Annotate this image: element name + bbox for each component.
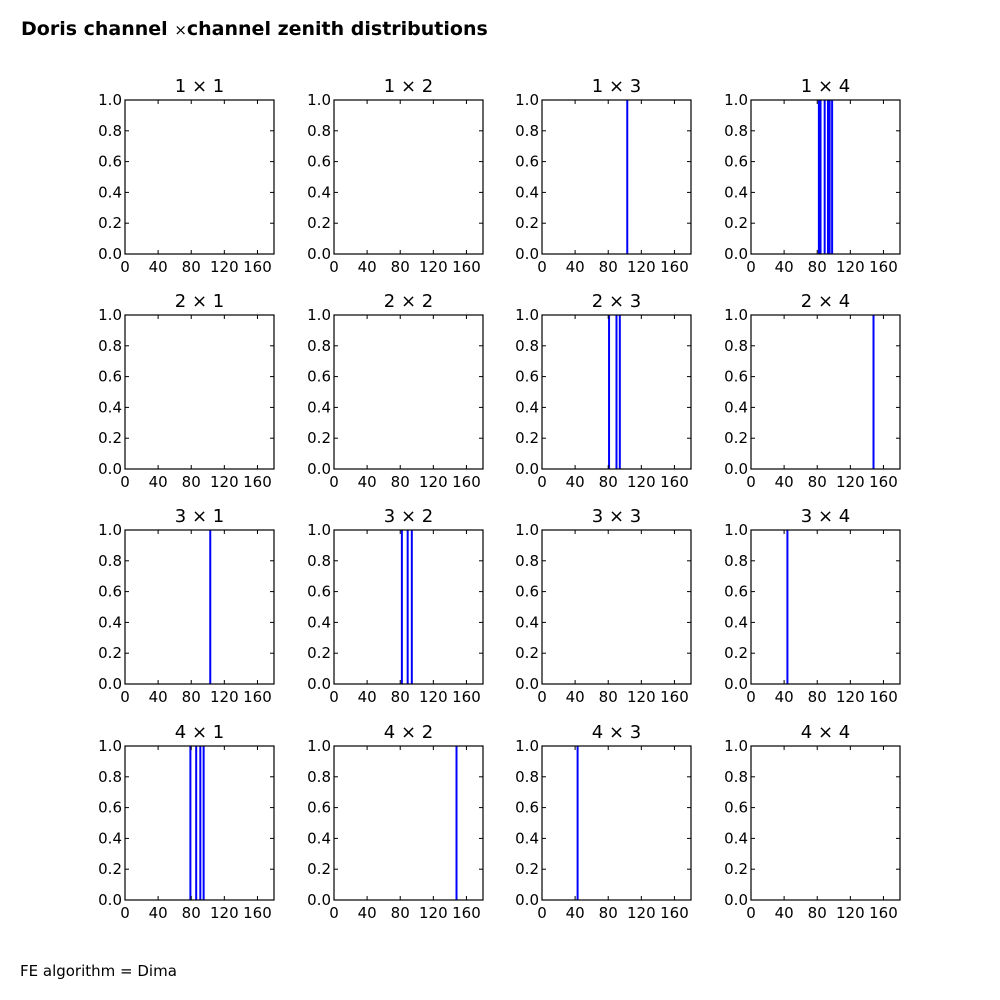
x-tick-label: 160	[869, 904, 898, 922]
y-tick-label: 0.4	[98, 398, 122, 417]
x-tick-label: 40	[357, 473, 377, 491]
panel-title: 3 × 2	[383, 506, 434, 527]
x-tick-label: 120	[419, 473, 448, 491]
y-tick-label: 1.0	[307, 737, 331, 755]
x-tick-label: 0	[120, 688, 130, 706]
panel-title: 4 × 4	[800, 722, 851, 743]
axes-frame	[125, 100, 274, 254]
y-tick-label: 0.4	[724, 829, 748, 848]
y-tick-label: 0.0	[515, 675, 539, 693]
y-tick-label: 0.6	[307, 582, 331, 601]
y-tick-label: 0.0	[307, 245, 331, 263]
y-tick-label: 0.4	[515, 613, 539, 632]
panel-title: 2 × 3	[591, 291, 642, 312]
x-tick-label: 40	[148, 904, 168, 922]
y-tick-label: 0.4	[307, 183, 331, 202]
panel-3x2	[307, 506, 483, 706]
x-tick-label: 40	[148, 473, 168, 491]
x-tick-label: 80	[807, 904, 827, 922]
x-tick-label: 0	[120, 258, 130, 276]
y-tick-label: 0.4	[98, 183, 122, 202]
y-tick-label: 0.2	[724, 644, 748, 663]
x-tick-label: 80	[181, 904, 201, 922]
y-tick-label: 0.0	[724, 460, 748, 478]
x-tick-label: 0	[537, 688, 547, 706]
y-tick-label: 0.0	[98, 675, 122, 693]
x-tick-label: 160	[660, 473, 689, 491]
axes-frame	[542, 746, 691, 900]
algorithm-footnote: FE algorithm = Dima	[20, 962, 177, 980]
x-tick-label: 160	[660, 688, 689, 706]
y-tick-label: 0.8	[307, 767, 331, 786]
y-tick-label: 0.4	[724, 183, 748, 202]
x-tick-label: 40	[565, 904, 585, 922]
x-tick-label: 80	[598, 473, 618, 491]
x-tick-label: 120	[836, 473, 865, 491]
y-tick-label: 0.6	[724, 367, 748, 386]
y-tick-label: 0.6	[724, 152, 748, 171]
y-tick-label: 1.0	[515, 521, 539, 539]
y-tick-label: 0.6	[307, 798, 331, 817]
x-tick-label: 40	[148, 258, 168, 276]
axes-frame	[542, 100, 691, 254]
y-tick-label: 1.0	[98, 91, 122, 109]
panel-4x2	[307, 722, 483, 922]
y-tick-label: 1.0	[515, 306, 539, 324]
y-tick-label: 1.0	[515, 91, 539, 109]
x-tick-label: 120	[627, 473, 656, 491]
x-tick-label: 160	[452, 904, 481, 922]
y-tick-label: 0.2	[515, 214, 539, 233]
y-tick-label: 0.6	[515, 798, 539, 817]
panel-title: 2 × 4	[800, 291, 851, 312]
x-tick-label: 80	[181, 258, 201, 276]
y-tick-label: 0.4	[307, 613, 331, 632]
x-tick-label: 80	[598, 258, 618, 276]
panel-3x4	[724, 506, 900, 706]
y-tick-label: 0.4	[515, 183, 539, 202]
panel-title: 4 × 2	[383, 722, 434, 743]
y-tick-label: 0.0	[98, 245, 122, 263]
axes-frame	[751, 315, 900, 469]
y-tick-label: 0.2	[724, 860, 748, 879]
y-tick-label: 0.4	[98, 613, 122, 632]
panel-title: 3 × 1	[174, 506, 225, 527]
x-tick-label: 120	[419, 904, 448, 922]
x-tick-label: 40	[357, 904, 377, 922]
x-tick-label: 40	[148, 688, 168, 706]
y-tick-label: 0.6	[98, 582, 122, 601]
y-tick-label: 0.4	[307, 398, 331, 417]
panel-title: 4 × 1	[174, 722, 225, 743]
y-tick-label: 0.8	[515, 767, 539, 786]
y-tick-label: 0.6	[307, 367, 331, 386]
y-tick-label: 1.0	[724, 91, 748, 109]
x-tick-label: 80	[807, 473, 827, 491]
x-tick-label: 0	[537, 258, 547, 276]
x-tick-label: 0	[746, 904, 756, 922]
x-tick-label: 0	[329, 904, 339, 922]
y-tick-label: 0.8	[724, 336, 748, 355]
y-tick-label: 0.4	[515, 829, 539, 848]
y-tick-label: 0.0	[307, 891, 331, 909]
y-tick-label: 0.0	[307, 675, 331, 693]
x-tick-label: 80	[598, 688, 618, 706]
x-tick-label: 160	[660, 258, 689, 276]
y-tick-label: 0.8	[724, 121, 748, 140]
y-tick-label: 0.2	[515, 860, 539, 879]
y-tick-label: 0.2	[515, 429, 539, 448]
x-tick-label: 40	[774, 258, 794, 276]
y-tick-label: 0.2	[307, 429, 331, 448]
x-tick-label: 0	[746, 688, 756, 706]
x-tick-label: 0	[537, 904, 547, 922]
x-tick-label: 120	[627, 258, 656, 276]
y-tick-label: 0.0	[724, 891, 748, 909]
panel-4x4	[724, 722, 900, 922]
x-tick-label: 0	[537, 473, 547, 491]
y-tick-label: 0.0	[724, 245, 748, 263]
panel-4x3	[515, 722, 691, 922]
axes-frame	[751, 530, 900, 684]
x-tick-label: 80	[181, 473, 201, 491]
x-tick-label: 160	[869, 473, 898, 491]
y-tick-label: 0.0	[98, 891, 122, 909]
panel-4x1	[98, 722, 274, 922]
y-tick-label: 0.2	[307, 860, 331, 879]
panel-2x2	[307, 291, 483, 491]
y-tick-label: 0.2	[724, 429, 748, 448]
x-tick-label: 160	[452, 258, 481, 276]
x-tick-label: 0	[746, 258, 756, 276]
panel-title: 2 × 1	[174, 291, 225, 312]
y-tick-label: 0.6	[98, 367, 122, 386]
panel-1x2	[307, 76, 483, 276]
y-tick-label: 0.0	[98, 460, 122, 478]
y-tick-label: 0.6	[724, 582, 748, 601]
x-tick-label: 160	[243, 688, 272, 706]
y-tick-label: 0.2	[98, 429, 122, 448]
x-tick-label: 120	[836, 904, 865, 922]
y-tick-label: 0.6	[307, 152, 331, 171]
x-tick-label: 80	[390, 904, 410, 922]
y-tick-label: 0.2	[515, 644, 539, 663]
y-tick-label: 0.2	[307, 644, 331, 663]
y-tick-label: 0.8	[515, 551, 539, 570]
x-tick-label: 120	[836, 688, 865, 706]
x-tick-label: 120	[836, 258, 865, 276]
panel-2x4	[724, 291, 900, 491]
x-tick-label: 0	[746, 473, 756, 491]
x-tick-label: 40	[565, 473, 585, 491]
y-tick-label: 0.8	[724, 767, 748, 786]
panel-title: 1 × 3	[591, 76, 642, 97]
panel-3x1	[98, 506, 274, 706]
x-tick-label: 120	[210, 258, 239, 276]
y-tick-label: 0.8	[515, 121, 539, 140]
x-tick-label: 80	[390, 258, 410, 276]
x-tick-label: 120	[627, 904, 656, 922]
axes-frame	[125, 530, 274, 684]
y-tick-label: 0.2	[307, 214, 331, 233]
x-tick-label: 120	[210, 688, 239, 706]
y-tick-label: 0.0	[515, 245, 539, 263]
panel-2x1	[98, 291, 274, 491]
axes-frame	[334, 315, 483, 469]
y-tick-label: 0.4	[724, 398, 748, 417]
y-tick-label: 0.8	[98, 121, 122, 140]
panel-title: 3 × 4	[800, 506, 851, 527]
y-tick-label: 0.6	[515, 152, 539, 171]
y-tick-label: 1.0	[724, 306, 748, 324]
panel-1x3	[515, 76, 691, 276]
figure-title: Doris channel ×channel zenith distributions	[21, 18, 488, 40]
y-tick-label: 1.0	[724, 737, 748, 755]
x-tick-label: 80	[807, 258, 827, 276]
panel-1x4	[724, 76, 900, 276]
y-tick-label: 0.8	[307, 336, 331, 355]
y-tick-label: 1.0	[307, 521, 331, 539]
x-tick-label: 160	[452, 473, 481, 491]
y-tick-label: 0.6	[724, 798, 748, 817]
x-tick-label: 40	[565, 258, 585, 276]
y-tick-label: 1.0	[724, 521, 748, 539]
x-tick-label: 160	[243, 258, 272, 276]
y-tick-label: 0.6	[98, 152, 122, 171]
panel-title: 1 × 1	[174, 76, 225, 97]
panel-1x1	[98, 76, 274, 276]
x-tick-label: 160	[869, 688, 898, 706]
y-tick-label: 0.4	[515, 398, 539, 417]
x-tick-label: 0	[329, 258, 339, 276]
y-tick-label: 1.0	[98, 521, 122, 539]
x-tick-label: 80	[390, 688, 410, 706]
y-tick-label: 0.8	[724, 551, 748, 570]
y-tick-label: 0.4	[724, 613, 748, 632]
panel-title: 1 × 2	[383, 76, 434, 97]
x-tick-label: 80	[598, 904, 618, 922]
y-tick-label: 1.0	[98, 306, 122, 324]
axes-frame	[751, 746, 900, 900]
y-tick-label: 0.0	[515, 891, 539, 909]
y-tick-label: 1.0	[307, 91, 331, 109]
x-tick-label: 40	[357, 258, 377, 276]
x-tick-label: 120	[627, 688, 656, 706]
y-tick-label: 0.8	[98, 336, 122, 355]
x-tick-label: 40	[565, 688, 585, 706]
x-tick-label: 40	[774, 688, 794, 706]
y-tick-label: 0.4	[307, 829, 331, 848]
x-tick-label: 160	[869, 258, 898, 276]
axes-frame	[542, 530, 691, 684]
y-tick-label: 0.8	[307, 551, 331, 570]
x-tick-label: 120	[419, 688, 448, 706]
x-tick-label: 0	[120, 904, 130, 922]
axes-frame	[125, 315, 274, 469]
y-tick-label: 0.2	[724, 214, 748, 233]
x-tick-label: 40	[357, 688, 377, 706]
y-tick-label: 0.6	[515, 367, 539, 386]
x-tick-label: 160	[660, 904, 689, 922]
y-tick-label: 0.4	[98, 829, 122, 848]
x-tick-label: 0	[329, 473, 339, 491]
y-tick-label: 0.8	[98, 767, 122, 786]
y-tick-label: 0.0	[515, 460, 539, 478]
y-tick-label: 0.6	[515, 582, 539, 601]
y-tick-label: 0.0	[724, 675, 748, 693]
y-tick-label: 0.0	[307, 460, 331, 478]
x-tick-label: 40	[774, 473, 794, 491]
y-tick-label: 1.0	[307, 306, 331, 324]
x-tick-label: 160	[243, 904, 272, 922]
y-tick-label: 0.8	[98, 551, 122, 570]
x-tick-label: 0	[329, 688, 339, 706]
x-tick-label: 120	[210, 473, 239, 491]
x-tick-label: 120	[210, 904, 239, 922]
x-tick-label: 80	[390, 473, 410, 491]
y-tick-label: 0.2	[98, 644, 122, 663]
panel-title: 2 × 2	[383, 291, 434, 312]
panel-title: 4 × 3	[591, 722, 642, 743]
panel-2x3	[515, 291, 691, 491]
x-tick-label: 160	[243, 473, 272, 491]
panel-3x3	[515, 506, 691, 706]
axes-frame	[334, 100, 483, 254]
y-tick-label: 0.6	[98, 798, 122, 817]
x-tick-label: 120	[419, 258, 448, 276]
panel-title: 3 × 3	[591, 506, 642, 527]
y-tick-label: 0.8	[515, 336, 539, 355]
panel-title: 1 × 4	[800, 76, 851, 97]
x-tick-label: 40	[774, 904, 794, 922]
x-tick-label: 0	[120, 473, 130, 491]
y-tick-label: 1.0	[98, 737, 122, 755]
x-tick-label: 160	[452, 688, 481, 706]
x-tick-label: 80	[807, 688, 827, 706]
y-tick-label: 0.8	[307, 121, 331, 140]
y-tick-label: 0.2	[98, 860, 122, 879]
axes-frame	[334, 746, 483, 900]
x-tick-label: 80	[181, 688, 201, 706]
y-tick-label: 1.0	[515, 737, 539, 755]
y-tick-label: 0.2	[98, 214, 122, 233]
